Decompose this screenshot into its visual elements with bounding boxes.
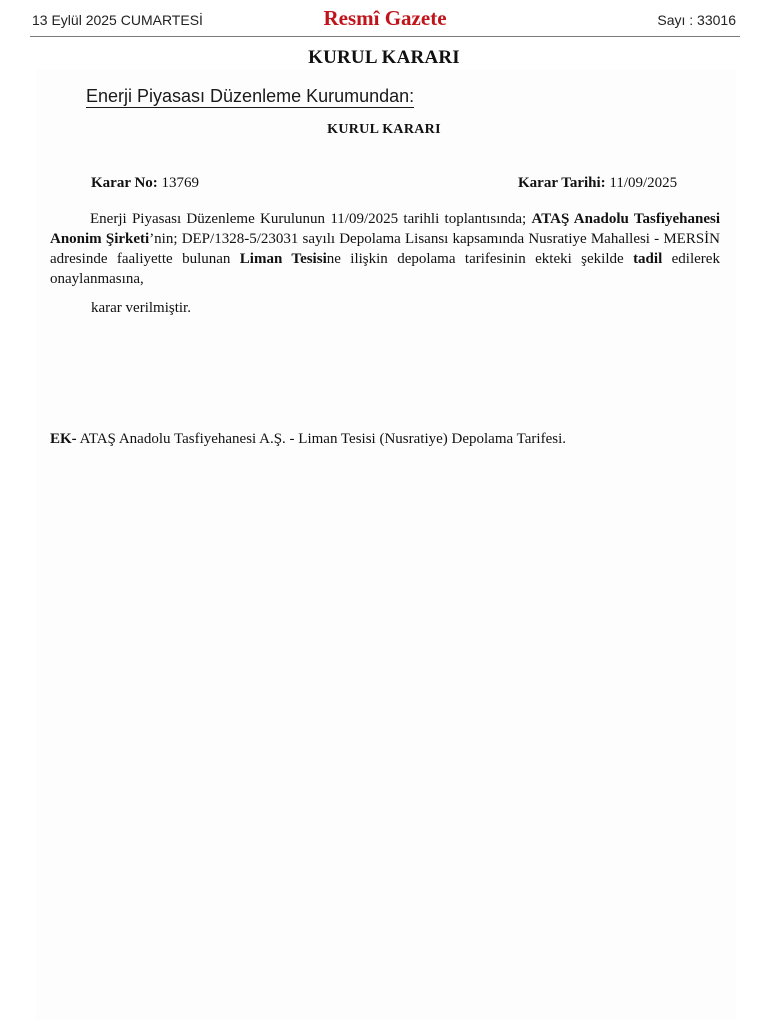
- publication-date: 13 Eylül 2025 CUMARTESİ: [32, 12, 203, 28]
- paragraph-text-3: ne ilişkin depolama tarifesinin ekteki şekilde: [326, 251, 634, 267]
- decision-date-value: 11/09/2025: [609, 175, 678, 191]
- closing-text: karar verilmiştir.: [91, 300, 191, 316]
- paragraph-text-4: edilerek onaylanmasına,: [50, 251, 720, 287]
- company-name: ATAŞ Anadolu Tasfiyehanesi Anonim Şirketi: [50, 211, 720, 247]
- decision-paragraph: [50, 209, 720, 289]
- annex-label: EK-: [50, 431, 77, 447]
- decision-number-label: Karar No:: [91, 175, 158, 191]
- paragraph-text-2: ’nin; DEP/1328-5/23031 sayılı Depolama Lisansı kapsamında Nusratiye Mahallesi - MERSİN adresinde faaliyette bulunan: [50, 231, 720, 267]
- issue-number: Sayı : 33016: [657, 12, 736, 28]
- decision-heading: KURUL KARARI: [327, 122, 441, 137]
- masthead: [30, 6, 740, 37]
- decision-date-label: Karar Tarihi:: [518, 175, 606, 191]
- annex-line: [50, 431, 566, 448]
- institution-name: Enerji Piyasası Düzenleme Kurumundan:: [86, 86, 415, 106]
- gazette-title: Resmî Gazete: [323, 6, 447, 30]
- decision-date: [518, 175, 677, 192]
- annex-text: ATAŞ Anadolu Tasfiyehanesi A.Ş. - Liman Tesisi (Nusratiye) Depolama Tarifesi.: [76, 431, 566, 447]
- section-title: KURUL KARARI: [308, 47, 460, 68]
- decision-number-value: 13769: [161, 175, 200, 191]
- amendment-word: tadil: [633, 251, 663, 267]
- decision-number: [91, 175, 199, 192]
- facility-name: Liman Tesisi: [239, 251, 327, 267]
- paragraph-text-1: Enerji Piyasası Düzenleme Kurulunun 11/09/2025 tarihli toplantısında;: [90, 211, 532, 227]
